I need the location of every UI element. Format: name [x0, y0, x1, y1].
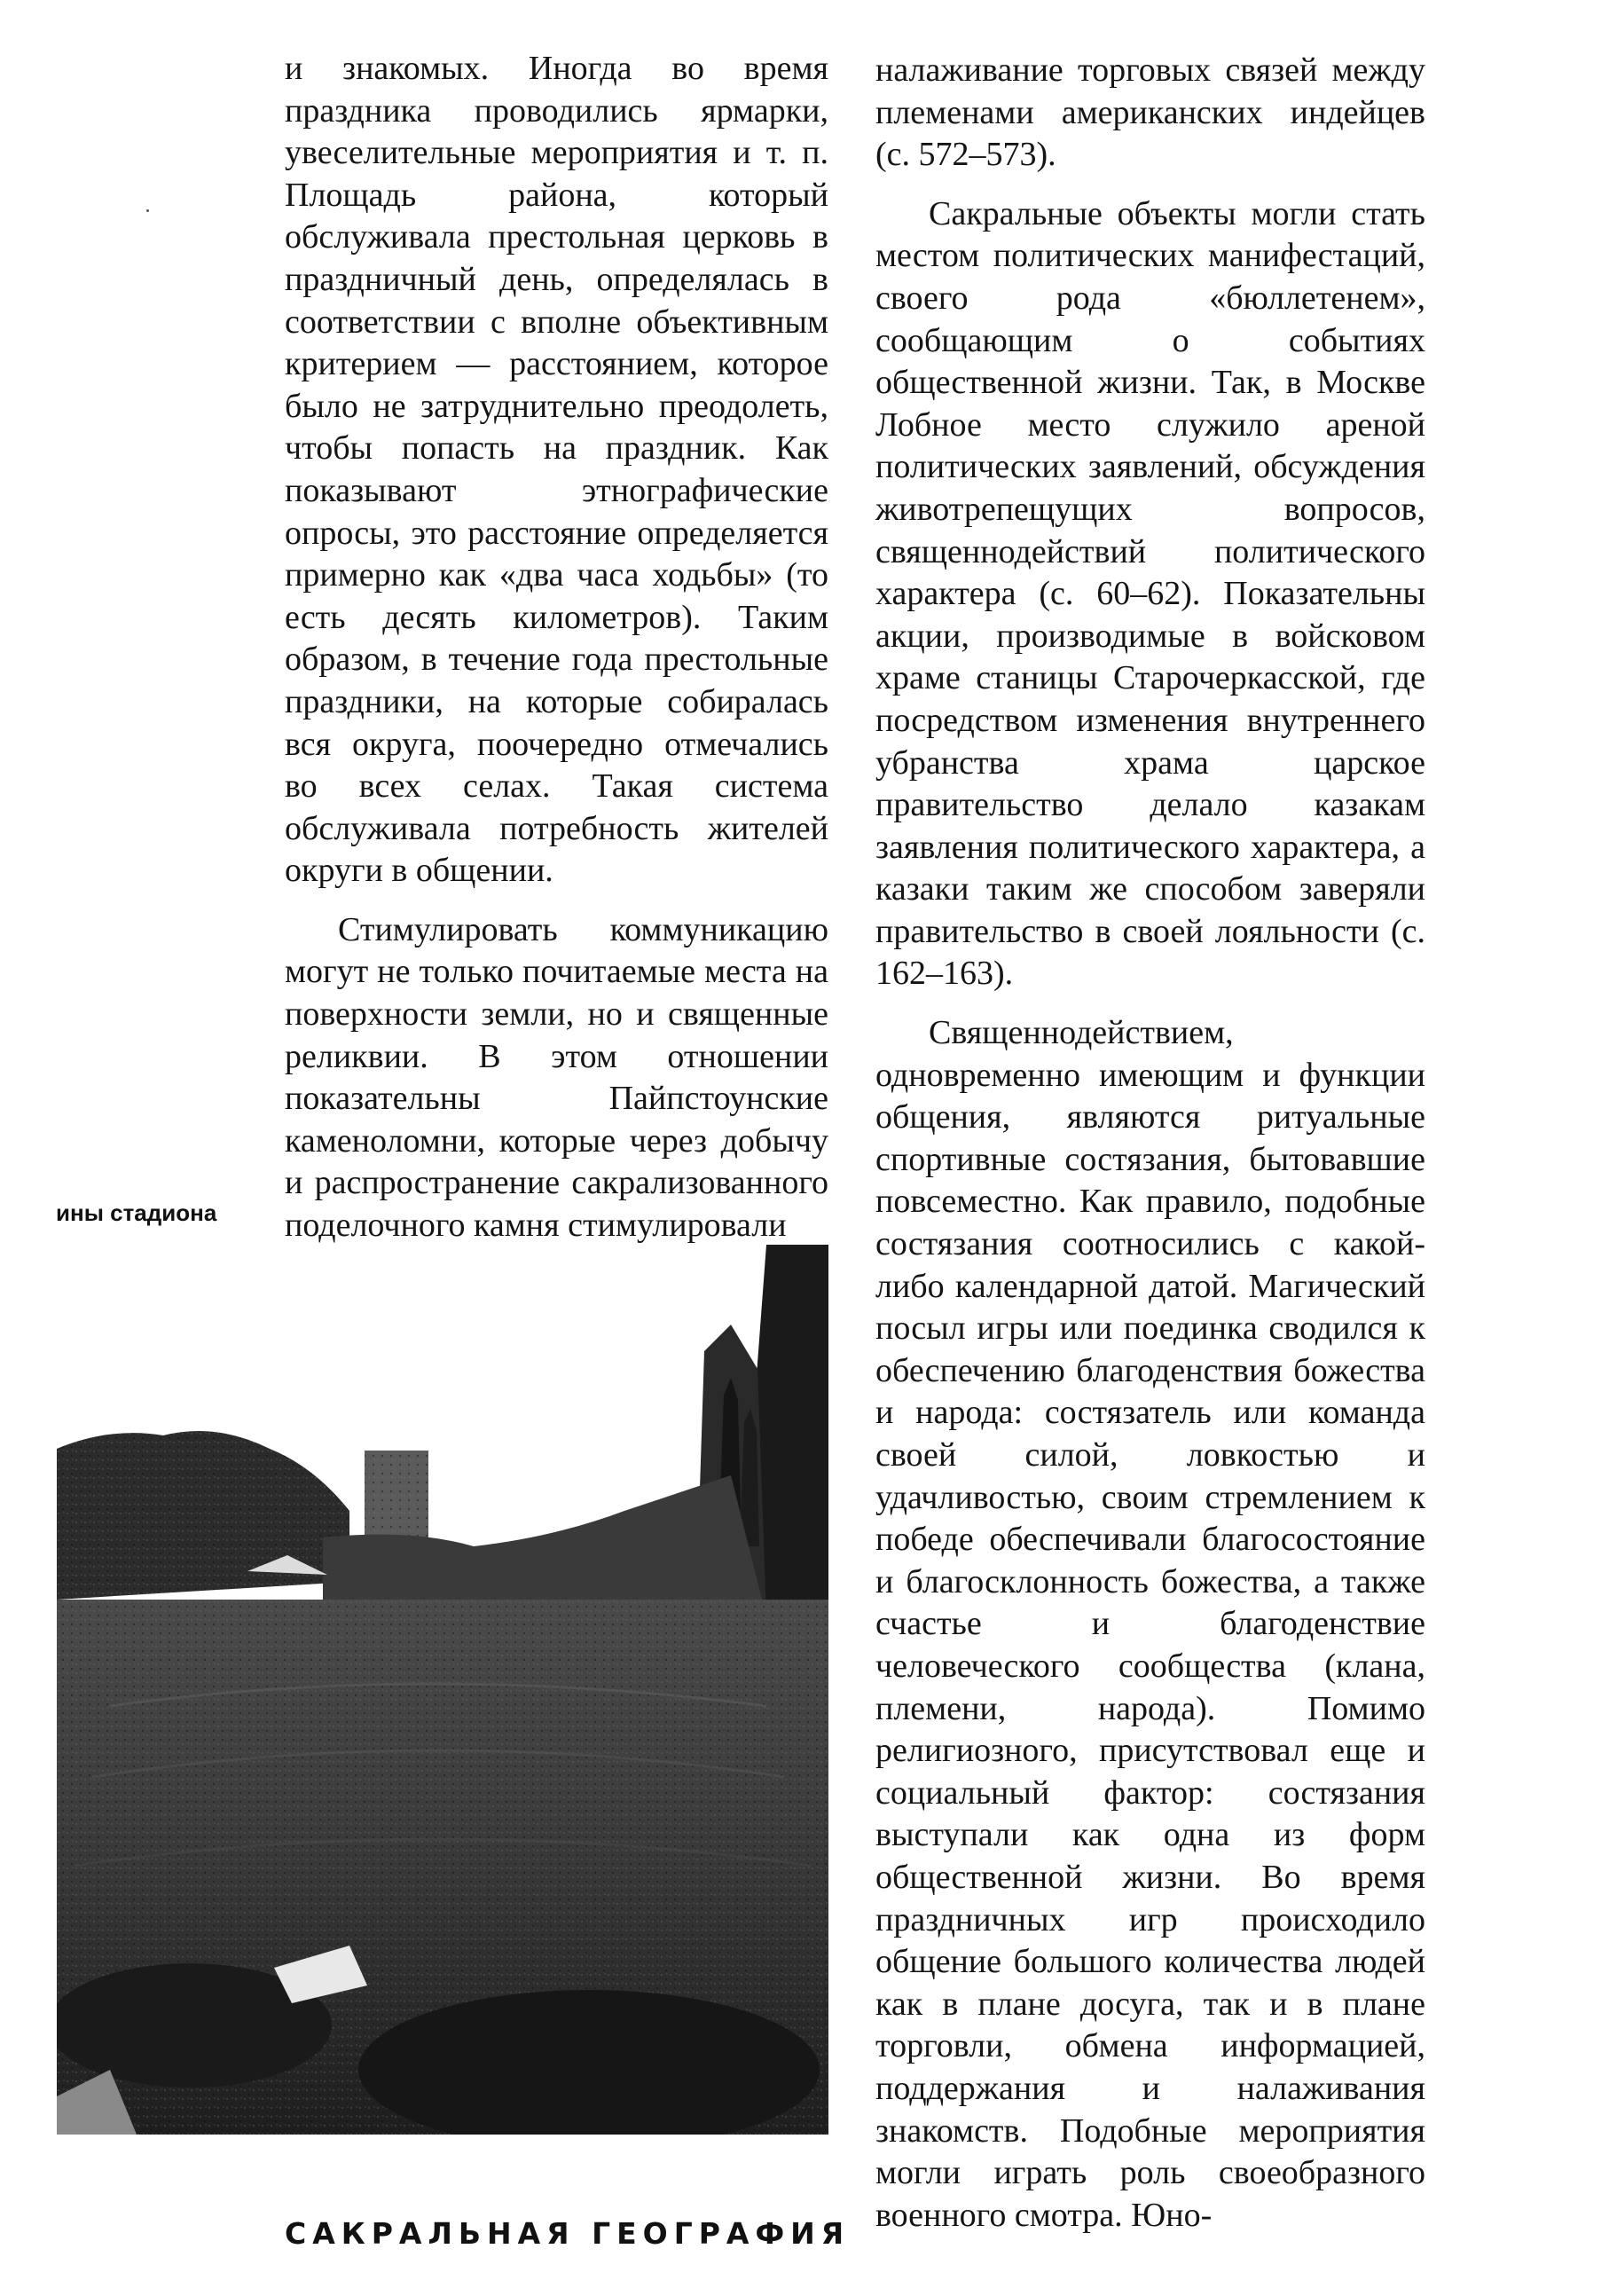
- figure-caption: ины стадиона: [56, 1199, 217, 1226]
- scan-speck: [146, 209, 149, 212]
- stadium-photo: [57, 1245, 828, 2135]
- right-paragraph-3: Священнодействием, одновременно имеющим и функции общения, являются ритуальные спортивные состязания, бытовавшие повсеместно. Как правило, подобные состязания соотносились с какой-либо календарной датой. Магический посыл игры или поединка сводился к обеспечению благоденствия божества и народа: состязатель или команда своей силой, ловкостью и удачливостью, своим стремлением к победе обеспечивали благосостояние и благосклонность божества, а также счастье и благоденствие человеческого сообщества (клана, племени, народа). Помимо религиозного, присутствовал еще и социальный фактор: состязания выступали как одна из форм общественной жизни. Во время праздничных игр происходило общение большого количества людей как в плане досуга, так и в плане торговли, обмена информацией, поддержания и налаживания знакомств. Подобные мероприятия могли играть роль своеобразного военного смотра. Юно-: [875, 1014, 1425, 2234]
- running-footer-title: САКРАЛЬНАЯ ГЕОГРАФИЯ: [285, 2216, 851, 2251]
- left-paragraph-2: Стимулировать коммуникацию могут не только почитаемые места на поверхности земли, но и священные реликвии. В этом отношении показательны Пайпстоунские каменоломни, которые через добычу и распространение сакрализованного поделочного камня стимулировали: [285, 910, 828, 1245]
- right-text-column: [875, 50, 1425, 2237]
- right-paragraph-1: налаживание торговых связей между племенами американских индейцев (с. 572–573).: [875, 51, 1425, 174]
- left-text-column: [285, 48, 828, 1247]
- left-paragraph-1: и знакомых. Иногда во время праздника проводились ярмарки, увеселительные мероприятия и т. п. Площадь района, который обслуживала престольная церковь в праздничный день, определялась в соответствии с вполне объективным критерием — расстоянием, которое было не затруднительно преодолеть, чтобы попасть на праздник. Как показывают этнографические опросы, это расстояние определяется примерно как «два часа ходьбы» (то есть десять километров). Таким образом, в течение года престольные праздники, на которые собиралась вся округа, поочередно отмечались во всех селах. Такая система обслуживала потребность жителей округи в общении.: [285, 50, 828, 890]
- right-paragraph-2: Сакральные объекты могли стать местом политических манифестаций, своего рода «бюллетенем», сообщающим о событиях общественной жизни. Так, в Москве Лобное место служило ареной политических заявлений, обсуждения животрепещущих вопросов, священнодействий политического характера (с. 60–62). Показательны акции, производимые в войсковом храме станицы Старочеркасской, где посредством изменения внутреннего убранства храма царское правительство делало казакам заявления политического характера, а казаки таким же способом заверяли правительство в своей лояльности (с. 162–163).: [875, 194, 1425, 993]
